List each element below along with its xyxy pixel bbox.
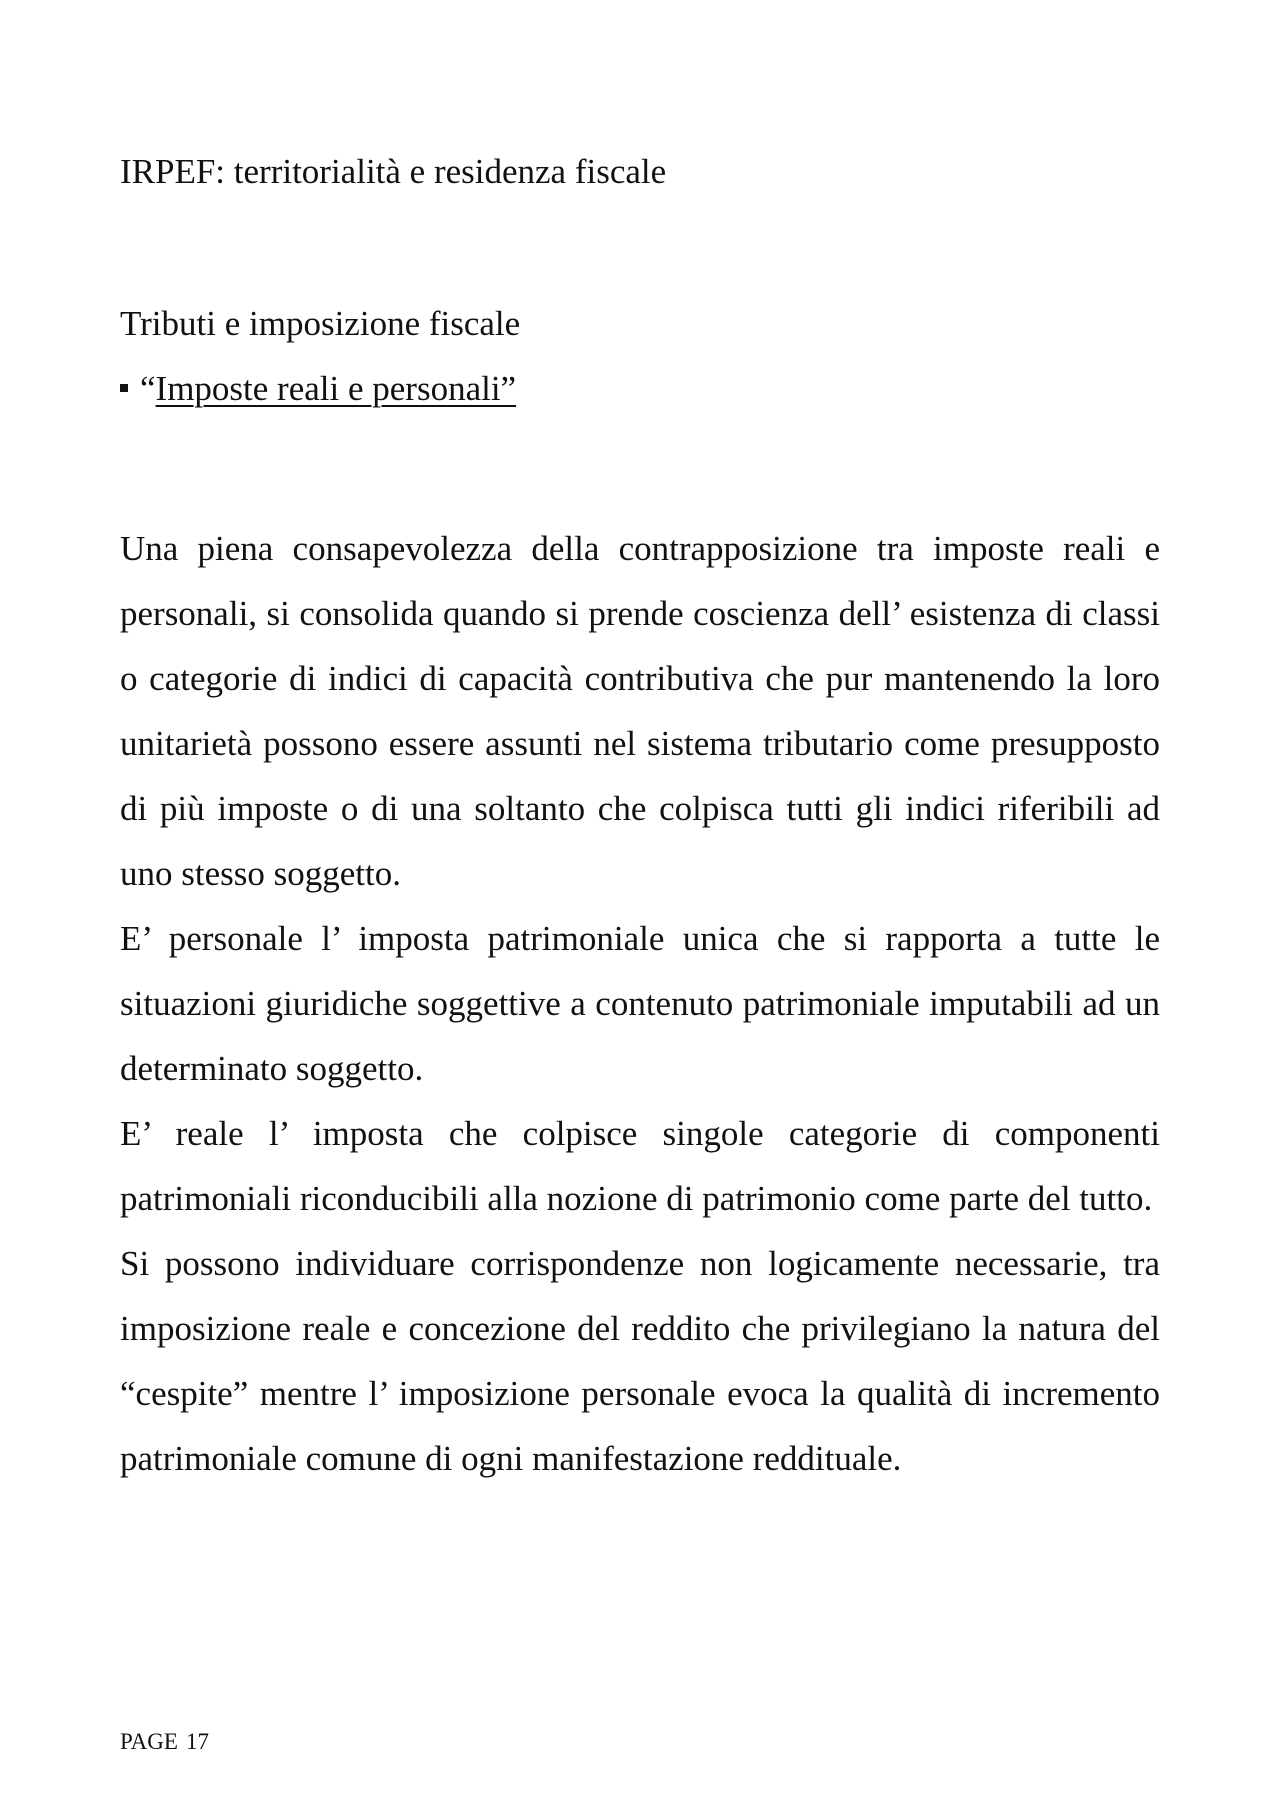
paragraph: Si possono individuare corrispondenze non logicamente necessarie, tra imposizione reale e concezione del reddito che privilegiano la natura del “cespite” mentre l’ imposizione personale evoca la qualità di incremento patrimoniale comune di ogni manifestazione reddituale. — [120, 1244, 1160, 1478]
document-title: IRPEF: territorialità e residenza fiscale — [120, 152, 667, 191]
square-bullet-icon — [120, 384, 128, 392]
body-text — [120, 516, 1160, 1491]
paragraph: E’ reale l’ imposta che colpisce singole categorie di componenti patrimoniali riconducibili alla nozione di patrimonio come parte del tutto. — [120, 1114, 1160, 1218]
page-footer — [120, 1728, 209, 1756]
page-label: PAGE — [120, 1729, 178, 1754]
section-heading: Tributi e imposizione fiscale — [120, 304, 521, 343]
subheading-text: Imposte reali e personali” — [155, 369, 517, 408]
subheading — [120, 367, 516, 411]
paragraph: Una piena consapevolezza della contrapposizione tra imposte reali e personali, si consolida quando si prende coscienza dell’ esistenza di classi o categorie di indici di capacità contributiva che pur mantenendo la loro unitarietà possono essere assunti nel sistema tributario come presupposto di più imposte o di una soltanto che colpisca tutti gli indici riferibili ad uno stesso soggetto. — [120, 529, 1160, 893]
paragraph: E’ personale l’ imposta patrimoniale unica che si rapporta a tutte le situazioni giuridiche soggettive a contenuto patrimoniale imputabili ad un determinato soggetto. — [120, 919, 1160, 1088]
subheading-open-quote: “ — [140, 369, 156, 408]
page-number: 17 — [185, 1729, 209, 1754]
